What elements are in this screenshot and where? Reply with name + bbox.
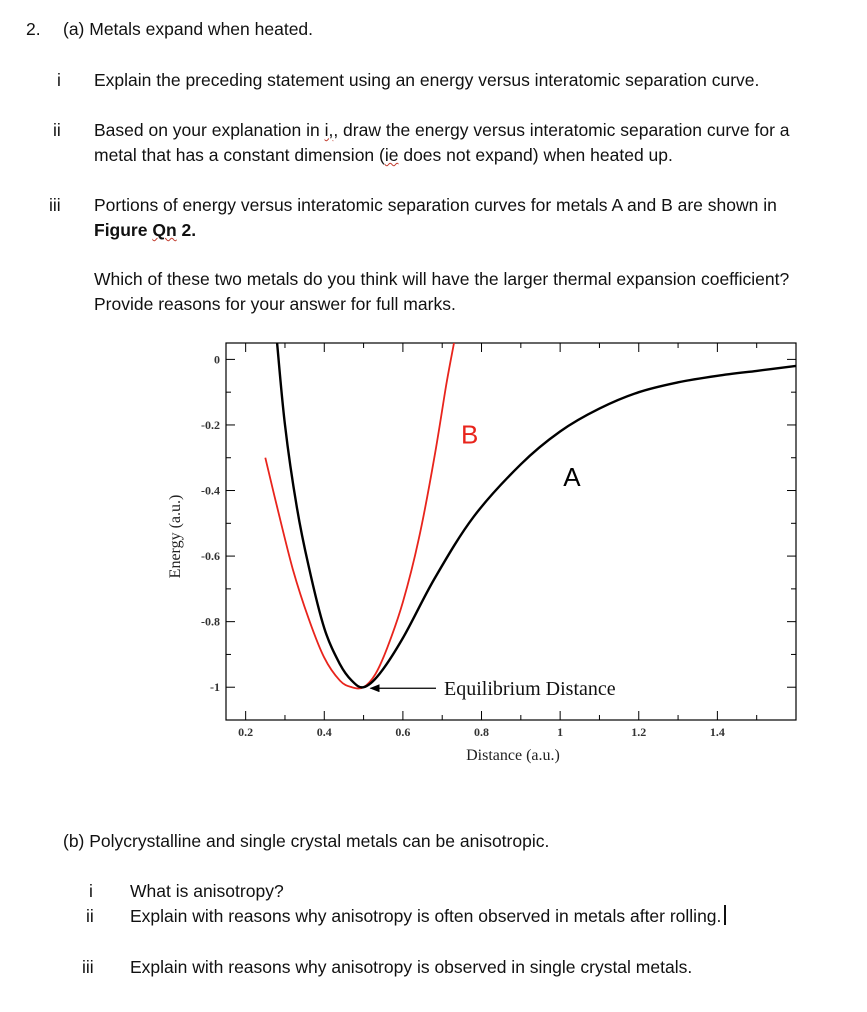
item-label: iii	[49, 195, 61, 215]
plot-frame	[226, 343, 796, 720]
y-tick-label: -0.2	[201, 417, 220, 432]
x-axis-label: Distance (a.u.)	[466, 747, 560, 764]
x-tick-label: 0.4	[316, 725, 332, 739]
item-b-ii-text: Explain with reasons why anisotropy is often observed in metals after rolling.	[130, 905, 726, 927]
series-line-a	[277, 343, 796, 687]
y-tick-label: 0	[214, 352, 220, 367]
x-tick-label: 0.2	[238, 725, 254, 739]
x-tick-label: 1.2	[631, 725, 647, 739]
x-tick-label: 1.4	[709, 725, 725, 739]
y-tick-label: -0.4	[201, 483, 220, 498]
item-label: i	[57, 70, 61, 90]
figure-reference: Figure Qn 2.	[94, 220, 197, 240]
question-number: 2.	[26, 19, 41, 39]
series-line-b	[265, 343, 454, 688]
item-a-i-text: Explain the preceding statement using an energy versus interatomic separation curve.	[94, 70, 760, 90]
followup-instruction: Provide reasons for your answer for full marks.	[94, 294, 456, 314]
item-label: ii	[86, 906, 94, 926]
item-a-iii-line1: Portions of energy versus interatomic separation curves for metals A and B are shown in	[94, 195, 777, 215]
item-label: iii	[82, 957, 94, 977]
item-b-iii-text: Explain with reasons why anisotropy is observed in single crystal metals.	[130, 957, 693, 977]
part-a-heading: (a) Metals expand when heated.	[63, 19, 314, 39]
item-a-ii-line2: metal that has a constant dimension (ie does not expand) when heated up.	[94, 145, 673, 165]
x-tick-label: 1	[557, 725, 564, 739]
curve-a-label: A	[563, 462, 581, 493]
part-b-heading: (b) Polycrystalline and single crystal metals can be anisotropic.	[63, 831, 550, 851]
x-tick-label: 0.6	[395, 725, 411, 739]
followup-question: Which of these two metals do you think will have the larger thermal expansion coefficient?	[94, 269, 790, 289]
y-tick-label: -0.8	[201, 614, 220, 629]
item-label: ii	[53, 120, 61, 140]
y-tick-label: -0.6	[201, 549, 220, 564]
item-a-ii-line1: Based on your explanation in i,, draw the energy versus interatomic separation curve for a	[94, 120, 790, 140]
y-axis-label: Energy (a.u.)	[167, 494, 184, 579]
item-label: i	[89, 881, 93, 901]
equilibrium-label: Equilibrium Distance	[444, 678, 616, 701]
curve-b-label: B	[461, 419, 479, 450]
y-tick-label: -1	[210, 680, 220, 695]
text-cursor	[724, 905, 726, 925]
item-b-i-text: What is anisotropy?	[130, 881, 284, 901]
x-tick-label: 0.8	[474, 725, 490, 739]
